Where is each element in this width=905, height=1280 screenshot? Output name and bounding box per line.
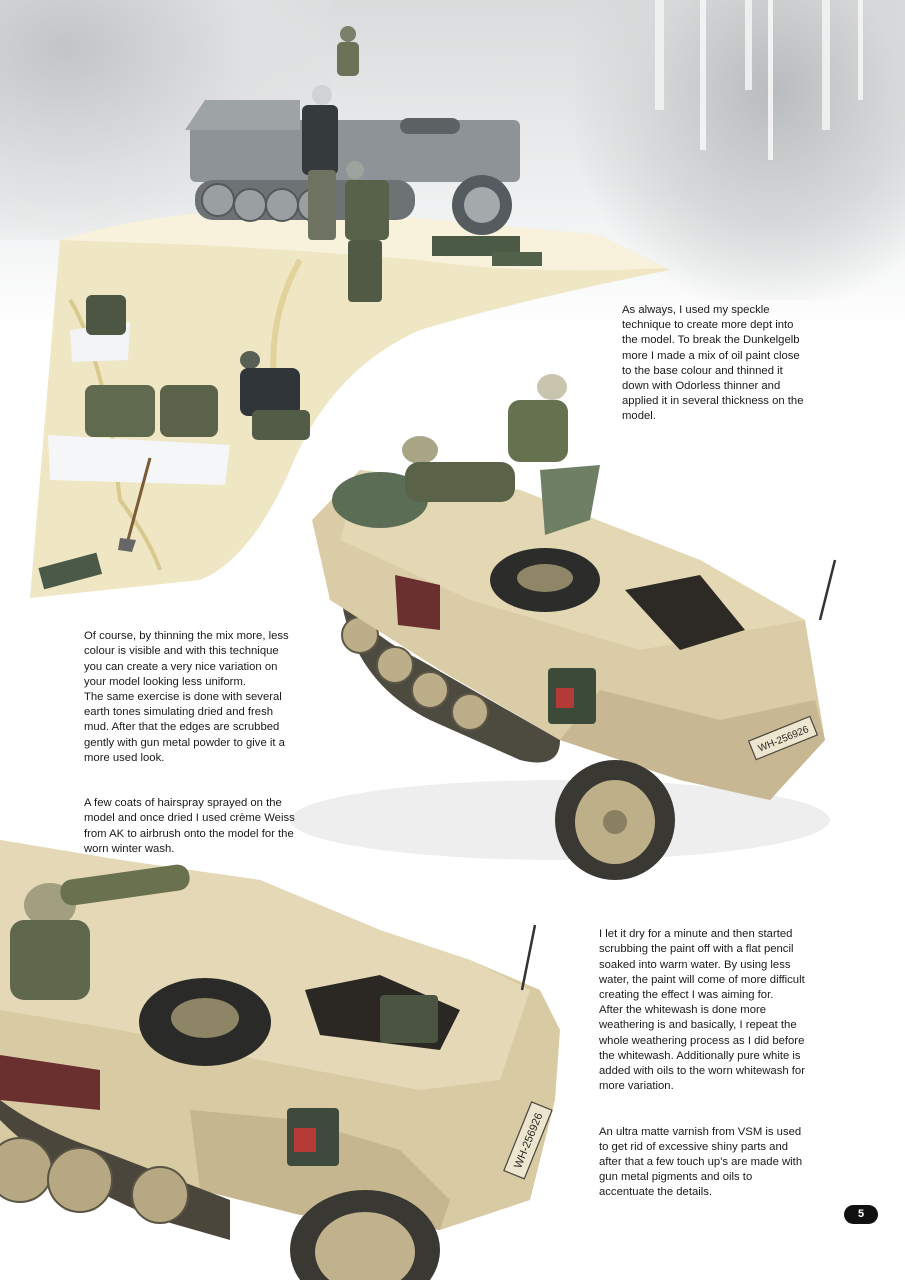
plate-middle: WH-256926 (756, 724, 811, 755)
text-bottom-right-p2: An ultra matte varnish from VSM is used to get rid of excessive shiny parts and after that a few touch up's are made with gun metal pigments and oils to accentuate the details. (599, 1125, 803, 1199)
halftrack-photo-middle (290, 374, 835, 880)
halftrack-photo-bottom (0, 840, 560, 1280)
text-bottom-right-p1: I let it dry for a minute and then started scrubbing the paint off with a flat pencil soaked into warm water. By using less water, the paint will come of more difficult creating the effect I was aiming for. After the whitewash is done more weathering is and basically, I repeat the whole weathering process as I did before the whitewash. Additionally pure white is added with oils to the worn whitewash for more variation. (599, 928, 805, 1093)
page-number: 5 (844, 1205, 878, 1224)
text-top-right: As always, I used my speckle technique to create more dept into the model. To break the Dunkelgelb more I made a mix of oil paint close to the base colour and thinned it down with Odorless thinner and applied it in several thickness on the model. (622, 304, 804, 423)
text-middle-left (84, 614, 344, 887)
birch-trees (655, 0, 863, 160)
plate-bottom: WH-256926 (512, 1111, 546, 1171)
text-middle-left-p2: A few coats of hairspray sprayed on the model and once dried I used crème Weiss from AK to airbrush onto the model for the worn winter wash. (84, 797, 295, 855)
text-middle-left-p1: Of course, by thinning the mix more, less colour is visible and with this technique you can create a very nice variation on your model looking less uniform. The same exercise is done with several earth tones simulating dried and fresh mud. After that the edges are scrubbed gently with gun metal powder to give it a more used look. (84, 630, 289, 764)
text-bottom-right (599, 912, 869, 1231)
